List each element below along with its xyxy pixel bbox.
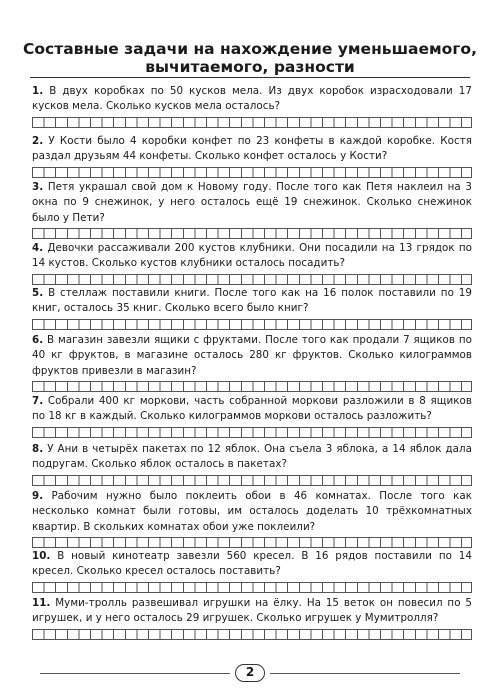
answer-grid[interactable]: [32, 167, 472, 178]
answer-grid[interactable]: [32, 381, 472, 392]
answer-grid[interactable]: [32, 629, 472, 640]
answer-grid[interactable]: [32, 319, 472, 330]
problem-number: 4.: [32, 242, 44, 254]
answer-grid[interactable]: [32, 117, 472, 128]
problem-7: [32, 394, 472, 438]
problem-number: 10.: [32, 550, 51, 562]
problem-number: 5.: [32, 287, 44, 299]
problem-8: [32, 442, 472, 486]
problem-text: В новый кинотеатр завезли 560 кресел. В 16 рядов поставили по 14 кресел. Сколько кресел осталось поставить?: [32, 550, 472, 578]
problem-2: [32, 134, 472, 178]
page-number: 2: [235, 664, 265, 682]
problem-number: 6.: [32, 334, 44, 346]
problem-text: Петя украшал свой дом к Новому году. После того как Петя наклеил на 3 окна по 9 снежинок, у него осталось ещё 19 снежинок. Сколько снежинок было у Пети?: [32, 181, 473, 224]
problem-number: 1.: [32, 85, 44, 97]
problem-9: [32, 489, 472, 548]
title-line-1: Составные задачи на нахождение уменьшаемого,: [23, 40, 477, 58]
problem-5: [32, 286, 472, 330]
problem-text: Собрали 400 кг моркови, часть собранной моркови разложили в 8 ящиков по 18 кг в каждый. Сколько килограммов моркови осталось разложить?: [32, 395, 472, 423]
footer-rule-left: [40, 673, 230, 674]
problem-number: 11.: [32, 597, 51, 609]
answer-grid[interactable]: [32, 475, 472, 486]
answer-grid[interactable]: [32, 274, 472, 285]
page-title: [20, 40, 480, 76]
problem-text: Муми-тролль развешивал игрушки на ёлку. На 15 веток он повесил по 5 игрушек, и у него осталось 29 игрушек. Сколько игрушек у Мумитролля?: [32, 597, 472, 625]
problem-number: 2.: [32, 135, 44, 147]
answer-grid[interactable]: [32, 582, 472, 593]
problem-number: 3.: [32, 181, 44, 193]
problem-3: [32, 180, 472, 239]
problem-1: [32, 84, 472, 128]
problem-text: В магазин завезли ящики с фруктами. После того как продали 7 ящиков по 40 кг фруктов, в магазине осталось 280 кг фруктов. Сколько килограммов фруктов привезли в магазин?: [32, 334, 472, 377]
problem-6: [32, 333, 472, 392]
footer-rule-right: [270, 673, 460, 674]
problem-number: 7.: [32, 395, 44, 407]
problem-text: У Кости было 4 коробки конфет по 23 конфеты в каждой коробке. Костя раздал друзьям 44 конфеты. Сколько конфет осталось у Кости?: [32, 135, 472, 163]
problem-text: В стеллаж поставили книги. После того как на 16 полок поставили по 19 книг, осталось 35 книг. Сколько всего было книг?: [32, 287, 472, 315]
problem-text: В двух коробках по 50 кусков мела. Из двух коробок израсходовали 17 кусков мела. Сколько кусков мела осталось?: [32, 85, 472, 113]
title-underline: [30, 77, 470, 78]
problem-text: Рабочим нужно было поклеить обои в 46 комнатах. После того как несколько комнат были готовы, им осталось доделать 10 трёхкомнатных квартир. В скольких комнатах обои уже поклеили?: [32, 490, 472, 533]
answer-grid[interactable]: [32, 427, 472, 438]
problem-11: [32, 596, 472, 640]
answer-grid[interactable]: [32, 537, 472, 548]
problem-4: [32, 241, 472, 285]
problem-number: 8.: [32, 443, 44, 455]
problem-text: Девочки рассаживали 200 кустов клубники. Они посадили на 13 грядок по 14 кустов. Сколько кустов клубники осталось посадить?: [32, 242, 472, 270]
problem-text: У Ани в четырёх пакетах по 12 яблок. Она съела 3 яблока, а 14 яблок дала подругам. Сколько яблок осталось в пакетах?: [32, 443, 472, 471]
answer-grid[interactable]: [32, 228, 472, 239]
title-line-2: вычитаемого, разности: [145, 58, 355, 76]
problem-10: [32, 549, 472, 593]
problem-number: 9.: [32, 490, 44, 502]
